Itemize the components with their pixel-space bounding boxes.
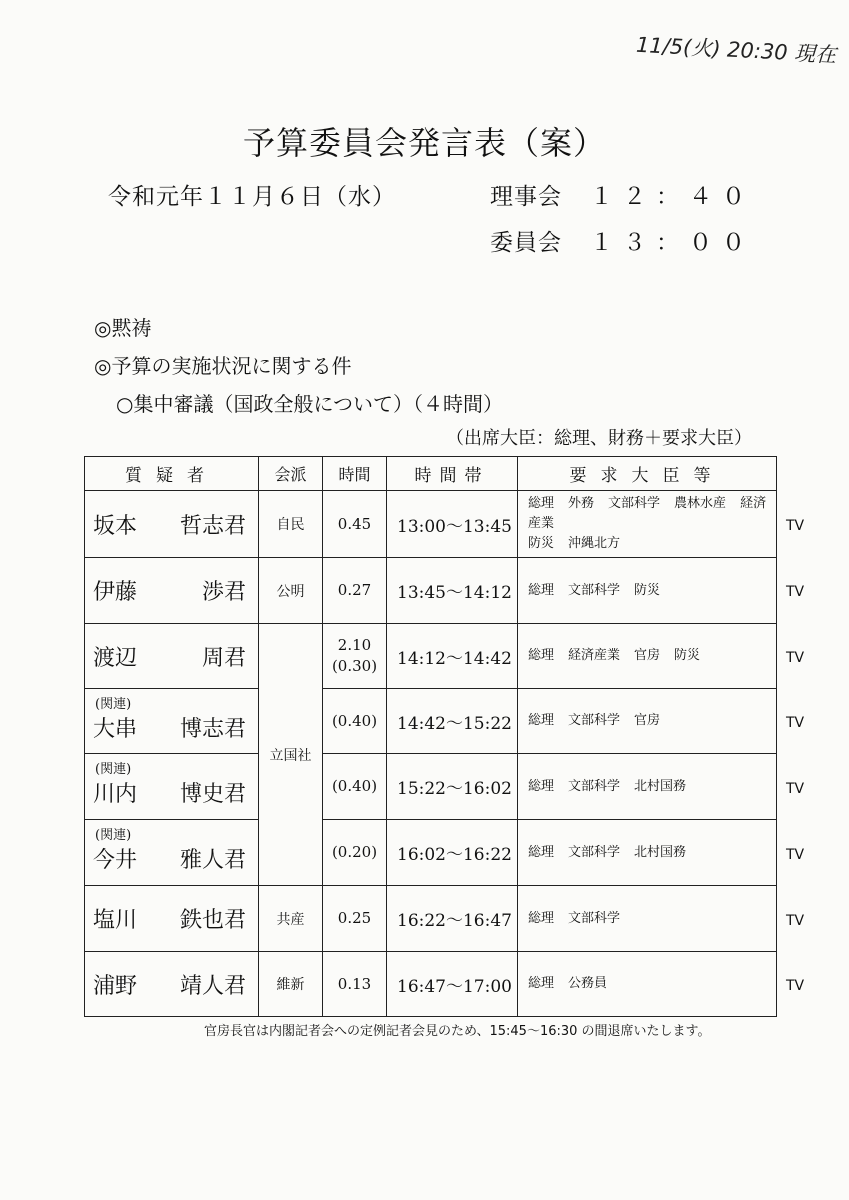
header-party: 会派: [259, 457, 323, 491]
ministers-cell: [518, 820, 777, 886]
party-cell: 維新: [259, 952, 323, 1017]
minister-tag: 文部科学: [568, 582, 621, 598]
minister-tag: 公務員: [568, 976, 608, 991]
questioner-cell: [85, 952, 259, 1017]
minister-tag: 官房: [634, 648, 661, 663]
ministers-cell: [518, 624, 777, 689]
table-row: [85, 491, 777, 558]
agenda-item-budget: ◎予算の実施状況に関する件: [94, 354, 352, 378]
minister-tag: 総理: [528, 778, 555, 794]
tv-marker: TV: [786, 584, 805, 600]
table-row: [85, 558, 777, 624]
table-row: [85, 952, 777, 1017]
time-slot-cell: 14:12〜14:42: [387, 624, 518, 689]
duration-total: 2.10: [337, 636, 372, 654]
ministers-cell: [518, 491, 777, 558]
questioner-given-name: 渉君: [201, 580, 246, 605]
duration-cell: 0.25: [323, 886, 387, 952]
tv-marker: TV: [786, 715, 805, 731]
time-slot-cell: 13:45〜14:12: [387, 558, 518, 624]
party-cell: 自民: [259, 491, 323, 558]
time-slot-cell: 16:22〜16:47: [387, 886, 518, 952]
questioner-given-name: 鉄也君: [179, 908, 246, 933]
tv-marker: TV: [786, 650, 805, 666]
footnote: 官房長官は内閣記者会への定例記者会見のため、15:45〜16:30 の間退席いたします。: [204, 1024, 711, 1039]
time-slot-cell: 15:22〜16:02: [387, 754, 518, 820]
time-slot-cell: 16:47〜17:00: [387, 952, 518, 1017]
tv-marker: TV: [786, 978, 805, 994]
questioner-cell: [85, 820, 259, 886]
tv-marker: TV: [786, 781, 805, 797]
duration-cell: (0.40): [323, 754, 387, 820]
questioner-cell: [85, 754, 259, 820]
duration-cell: (0.20): [323, 820, 387, 886]
table-row: [85, 754, 777, 820]
ministers-cell: [518, 952, 777, 1017]
duration-cell: [323, 624, 387, 689]
minister-tag: 沖縄北方: [568, 536, 621, 551]
questioner-surname: 伊藤: [93, 580, 138, 605]
agenda-item-intensive: ○集中審議（国政全般について）（４時間）: [116, 392, 504, 416]
questioner-given-name: 博志君: [179, 716, 246, 742]
minister-tag: 総理: [528, 648, 555, 663]
table-row: [85, 820, 777, 886]
duration-cell: 0.13: [323, 952, 387, 1017]
party-cell: 共産: [259, 886, 323, 952]
questioner-surname: 浦野: [93, 973, 138, 999]
related-marker: (関連): [95, 697, 132, 712]
minister-tag: 総理: [528, 910, 555, 926]
speaker-table: [84, 456, 777, 1017]
minister-tag: 文部科学: [568, 910, 621, 926]
questioner-surname: 大串: [93, 716, 138, 742]
page-title: 予算委員会発言表（案）: [242, 124, 606, 162]
minister-tag: 外務: [568, 496, 595, 511]
header-questioner: 質疑者: [85, 457, 259, 491]
table-row: [85, 689, 777, 754]
ministers-cell: [518, 689, 777, 754]
minister-tag: 文部科学: [568, 713, 621, 728]
minister-tag: 防災: [674, 648, 701, 663]
time-slot-cell: 13:00〜13:45: [387, 491, 518, 558]
table-row: [85, 624, 777, 689]
duration-cell: 0.45: [323, 491, 387, 558]
questioner-surname: 塩川: [93, 908, 138, 933]
duration-cell: 0.27: [323, 558, 387, 624]
minister-tag: 農林水産: [674, 496, 727, 511]
questioner-cell: [85, 886, 259, 952]
committee-meeting-time: [490, 224, 755, 257]
time-slot-cell: 14:42〜15:22: [387, 689, 518, 754]
minister-tag: 防災: [634, 582, 661, 598]
meeting-date: 令和元年１１月６日（水）: [108, 184, 396, 210]
party-cell: 立国社: [259, 624, 323, 886]
minister-tag: 北村国務: [634, 844, 687, 860]
questioner-cell: [85, 624, 259, 689]
tv-marker: TV: [786, 518, 805, 534]
minister-tag: 防災: [528, 536, 555, 551]
duration-own: (0.30): [331, 657, 378, 675]
committee-meeting-label: 委員会: [490, 230, 562, 256]
questioner-cell: [85, 689, 259, 754]
minister-tag: 総理: [528, 496, 555, 511]
header-ministers: 要求大臣等: [518, 457, 777, 491]
questioner-surname: 坂本: [93, 513, 138, 539]
agenda-item-silence: ◎黙祷: [94, 316, 152, 340]
handwritten-timestamp: 11/5(火) 20:30 現在: [635, 32, 837, 68]
questioner-surname: 今井: [93, 848, 138, 873]
questioner-surname: 川内: [93, 782, 138, 807]
questioner-cell: [85, 491, 259, 558]
questioner-given-name: 雅人君: [179, 848, 246, 873]
table-header-row: [85, 457, 777, 491]
minister-tag: 文部科学: [608, 496, 661, 511]
minister-tag: 総理: [528, 713, 555, 728]
ministers-cell: [518, 886, 777, 952]
ministers-cell: [518, 558, 777, 624]
tv-marker: TV: [786, 847, 805, 863]
duration-cell: (0.40): [323, 689, 387, 754]
related-marker: (関連): [95, 762, 132, 777]
questioner-surname: 渡辺: [93, 645, 138, 671]
minister-tag: 総理: [528, 582, 555, 598]
attending-ministers: （出席大臣：総理、財務＋要求大臣）: [446, 428, 752, 449]
questioner-given-name: 博史君: [179, 782, 246, 807]
minister-tag: 経済産業: [568, 648, 621, 663]
minister-tag: 文部科学: [568, 844, 621, 860]
committee-meeting-value: １３：００: [590, 230, 755, 256]
minister-tag: 総理: [528, 976, 555, 991]
header-time-slot: 時間帯: [387, 457, 518, 491]
board-meeting-label: 理事会: [490, 184, 562, 210]
minister-tag: 北村国務: [634, 778, 687, 794]
table-row: [85, 886, 777, 952]
minister-tag: 官房: [634, 713, 661, 728]
related-marker: (関連): [95, 828, 132, 843]
board-meeting-value: １２：４０: [590, 184, 755, 210]
board-meeting-time: [490, 178, 755, 211]
ministers-cell: [518, 754, 777, 820]
questioner-cell: [85, 558, 259, 624]
minister-tag: 総理: [528, 844, 555, 860]
header-duration: 時間: [323, 457, 387, 491]
questioner-given-name: 哲志君: [179, 513, 246, 539]
questioner-given-name: 靖人君: [179, 973, 246, 999]
minister-tag: 経済産業: [528, 496, 767, 531]
minister-tag: 文部科学: [568, 778, 621, 794]
time-slot-cell: 16:02〜16:22: [387, 820, 518, 886]
questioner-given-name: 周君: [201, 645, 246, 671]
party-cell: 公明: [259, 558, 323, 624]
tv-marker: TV: [786, 913, 805, 929]
